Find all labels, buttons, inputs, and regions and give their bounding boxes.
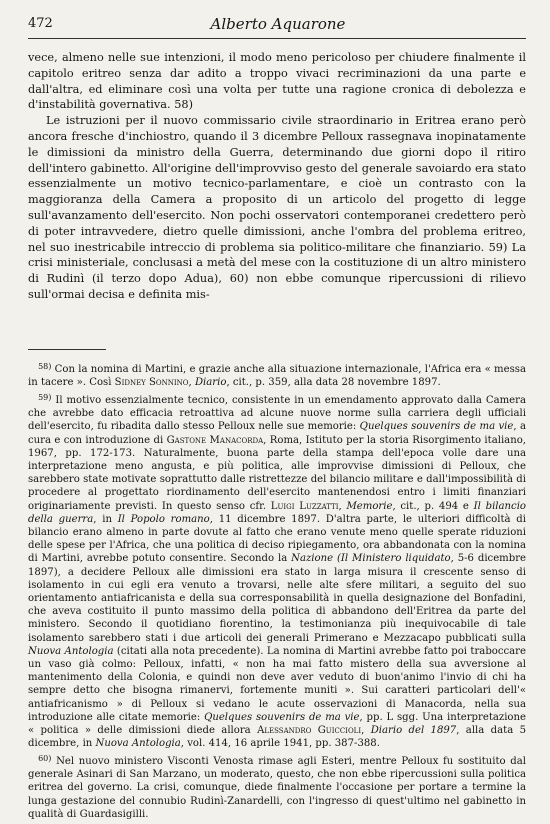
footnote-number: 58) bbox=[38, 362, 52, 371]
paragraph: vece, almeno nelle sue intenzioni, il modo meno pericoloso per chiudere finalmente il capitolo eritreo senza dar adito a troppo vivaci recriminazioni da una parte e dall'altra, ed eliminare così una volta per tutte una ragione cronica di debolezza e d'instabilità governativa. 58) bbox=[28, 51, 526, 112]
header-rule bbox=[28, 38, 526, 39]
footnote-separator bbox=[28, 349, 106, 350]
page-number: 472 bbox=[28, 16, 53, 31]
footnotes bbox=[28, 360, 526, 822]
main-text bbox=[28, 50, 526, 303]
page-header bbox=[28, 12, 528, 36]
paragraph: Le istruzioni per il nuovo commissario civile straordinario in Eritrea erano però ancora fresche d'inchiostro, quando il 3 dicembre Pelloux rassegnava inopinatamente le dimissioni da ministro della Guerra, determinando due giorni dopo il ritiro dell'intero gabinetto. All'origine dell'improvviso gesto del generale savoiardo era stato essenzialmente un motivo tecnico-parlamentare, e cioè un contrasto con la maggioranza della Camera a proposito di un articolo del progetto di legge sull'avanzamento dell'esercito. Non pochi osservatori contemporanei credettero però di poter intravvedere, dietro quelle dimissioni, anche l'ombra del problema eritreo, nel suo inestricabile intreccio di problema sia politico-militare che finanziario. 59) La crisi ministeriale, conclusasi a metà del mese con la costituzione di un altro ministero di Rudinì (il terzo dopo Adua), 60) non ebbe comunque ripercussioni di rilievo sull'ormai decisa e definita mis- bbox=[28, 114, 526, 301]
footnote-number: 60) bbox=[38, 753, 52, 763]
footnote-58: $^{58)}$ Con la nomina di Martini, e grazie anche alla situazione internazionale, l'Africa era « messa in tacere ». Così Sidney Sonnino, Diario, cit., p. 359, alla data 28 novembre 1897. bbox=[28, 362, 526, 389]
footnote-number: 59) bbox=[38, 392, 52, 402]
footnote-60: $^{60)}$ Nel nuovo ministero Visconti Venosta rimase agli Esteri, mentre Pelloux fu sostituito dal generale Asinari di San Marzano, un moderato, questo, che non ebbe ripercussioni sulla politica eritrea del governo. La crisi, comunque, diede finalmente l'occasione per portare a termine la lunga gestazione del connubio Rudinì-Zanardelli, con l'ingresso di quest'ultimo nel gabinetto in qualità di Guardasigilli. bbox=[28, 753, 526, 820]
footnote-59: $^{59)}$ Il motivo essenzialmente tecnico, consistente in un emendamento approvato dalla Camera che avrebbe dato efficacia retroattiva ad alcune nuove norme sulla carriera degli ufficiali dell'esercito, fu ribadita dallo stesso Pelloux nelle sue memorie: Quelques souvenirs de ma vie, a cura e con introduzione di Gastone Manacorda, Roma, Istituto per la storia Risorgimento italiano, 1967, pp. 172-173. Naturalmente, buona parte della stampa dell'epoca volle dare una interpretazione meno angusta, e più politica, alle improvvise dimissioni di Pelloux, che sarebbero state motivate soprattutto dalle ristrettezze del bilancio militare e dall'impossibilità di procedere al progettato riordinamento dell'esercito mantenendosi entro i limiti finanziari originariamente previsti. In questo senso cfr. Luigi Luzzatti, Memorie, cit., p. 494 e Il bilancio della guerra, in Il Popolo romano, 11 dicembre 1897. D'altra parte, le ulteriori difficoltà di bilancio erano almeno in parte dovute al fatto che erano venute meno quelle sperate riduzioni delle spese per l'Africa, che una politica di deciso ripiegamento, ora abbandonata con la nomina di Martini, avrebbe potuto consentire. Secondo la Nazione (Il Ministero liquidato, 5-6 dicembre 1897), a decidere Pelloux alle dimissioni era stato in larga misura il crescente senso di isolamento in cui egli era venuto a trovarsi, nelle alte sfere militari, a seguito del suo orientamento antiafricanista e della sua corresponsabilità in quella designazione del Bonfadini, che aveva costituito il punto massimo della politica di abbandono dell'Eritrea da parte del ministero. Secondo il quotidiano fiorentino, la testimonianza più inequivocabile di tale isolamento sarebbero stati i due articoli dei generali Primerano e Mezzacapo pubblicati sulla Nuova Antologia (citati alla nota precedente). La nomina di Martini avrebbe fatto poi traboccare un vaso già colmo: Pelloux, infatti, « non ha mai fatto mistero della sua avversione al mantenimento della Colonia, e quindi non deve aver veduto di buon'animo l'invio di chi ha sempre detto che bisogna rimanervi, fortemente muniti ». Sui caratteri particolari dell'« antiafricanismo » di Pelloux si vedano le acute osservazioni di Manacorda, nella sua introduzione alle citate memorie: Quelques souvenirs de ma vie, pp. L sgg. Una interpretazione « politica » delle dimissioni diede allora Alessandro Guiccioli, Diario del 1897, alla data 5 dicembre, in Nuova Antologia, vol. 414, 16 aprile 1941, pp. 387-388. bbox=[28, 392, 527, 750]
running-title: Alberto Aquarone bbox=[210, 15, 346, 33]
